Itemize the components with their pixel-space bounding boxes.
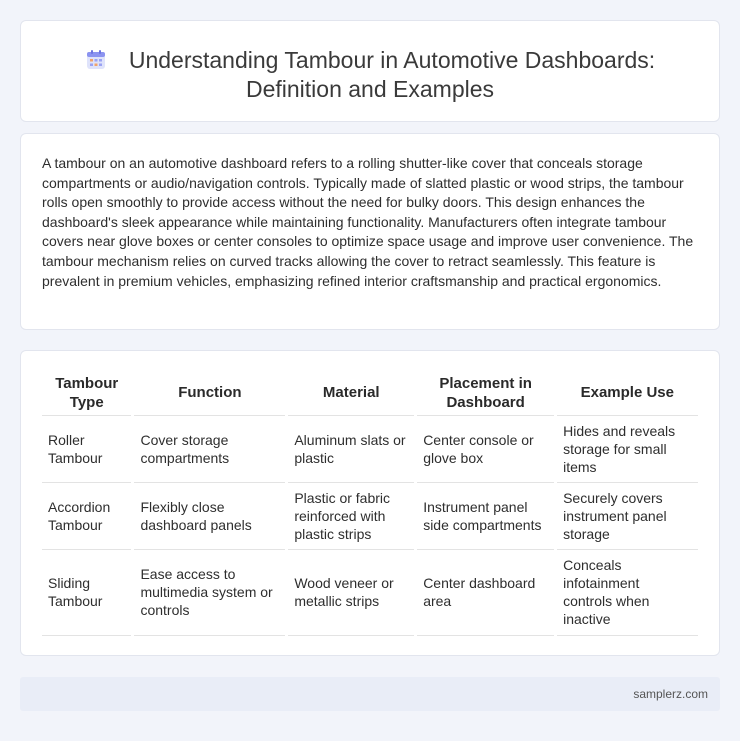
table-cell: Center console or glove box (416, 415, 556, 482)
header-tambour-type: Tambour Type (42, 371, 133, 415)
table-row (42, 482, 698, 549)
table-cell: Cover storage compartments (133, 415, 287, 482)
header-placement: Placement in Dashboard (416, 371, 556, 415)
table-cell: Securely covers instrument panel storage (556, 482, 698, 549)
table-cell: Instrument panel side compartments (416, 482, 556, 549)
table-cell: Conceals infotainment controls when inactive (556, 549, 698, 635)
header-example-use: Example Use (556, 371, 698, 415)
table-cell: Wood veneer or metallic strips (287, 549, 416, 635)
footer-site-link[interactable]: samplerz.com (633, 687, 708, 701)
table-cell: Roller Tambour (42, 415, 133, 482)
footer-bar (20, 677, 720, 711)
description-text: A tambour on an automotive dashboard refers to a rolling shutter-like cover that conceals storage compartments or audio/navigation controls. Typically made of slatted plastic or wood strips, the tambour rolls open smoothly to provide access without the need for bulky doors. This design enhances the dashboard's sleek appearance while maintaining functionality. Manufacturers often integrate tambour covers near glove boxes or center consoles to optimize space usage and improve user convenience. The tambour mechanism relies on curved tracks allowing the cover to retract seamlessly. This feature is prevalent in premium vehicles, emphasizing refined interior craftsmanship and practical ergonomics. (42, 155, 694, 289)
calendar-icon (85, 49, 107, 71)
page-title-line-1: Understanding Tambour in Automotive Dashboards: (128, 47, 656, 73)
title-block (21, 46, 719, 104)
title-card (20, 20, 720, 122)
header-material: Material (287, 371, 416, 415)
table-cell: Center dashboard area (416, 549, 556, 635)
page-title (129, 47, 655, 102)
table-cell: Aluminum slats or plastic (287, 415, 416, 482)
table-cell: Ease access to multimedia system or controls (133, 549, 287, 635)
table-cell: Sliding Tambour (42, 549, 133, 635)
tambour-table (42, 371, 698, 636)
table-card (20, 350, 720, 656)
table-cell: Hides and reveals storage for small items (556, 415, 698, 482)
page-title-line-2: Definition and Examples (245, 76, 495, 102)
table-cell: Plastic or fabric reinforced with plastic strips (287, 482, 416, 549)
table-cell: Accordion Tambour (42, 482, 133, 549)
description-card (20, 133, 720, 330)
table-header-row (42, 371, 698, 415)
table-cell: Flexibly close dashboard panels (133, 482, 287, 549)
header-function: Function (133, 371, 287, 415)
table-row (42, 415, 698, 482)
table-row (42, 549, 698, 635)
